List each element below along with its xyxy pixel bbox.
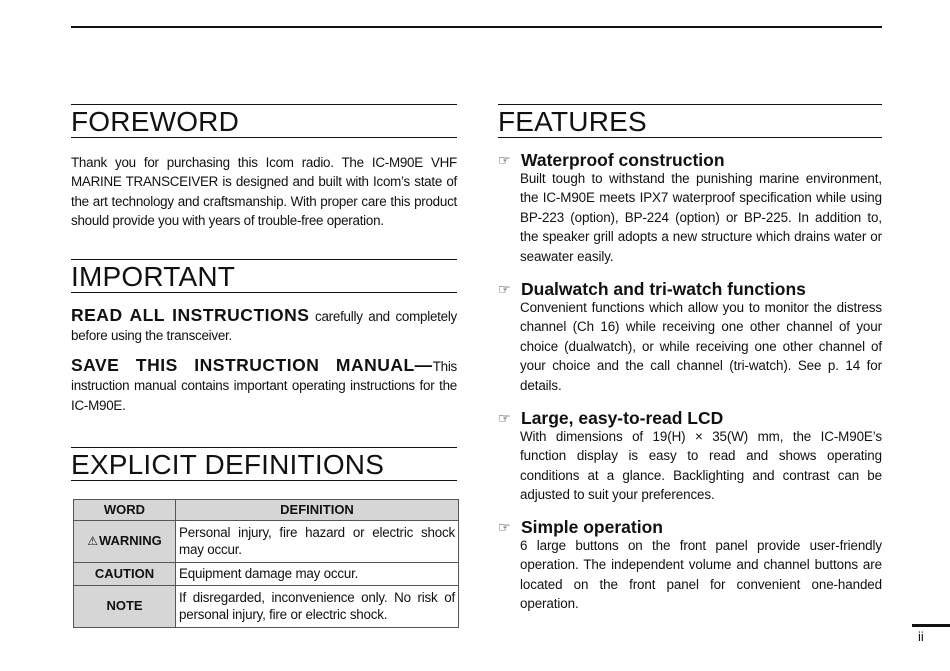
- save-manual-text: This instruction manual contains important operating instructions for the IC-M90E.: [71, 358, 457, 413]
- feature-title: Simple operation: [521, 517, 663, 537]
- foreword-heading: FOREWORD: [71, 104, 457, 138]
- warning-triangle-icon: ⚠: [87, 533, 98, 548]
- definitions-heading: EXPLICIT DEFINITIONS: [71, 447, 457, 481]
- feature-title-row: [498, 407, 882, 431]
- feature-body: Built tough to withstand the punishing marine environment, the IC-M90E meets IPX7 waterproof specification while using BP-223 (option), BP-224 (option) or BP-225. In addition to, the speaker grill adopts a new structure which drains water or seawater easily.: [520, 171, 882, 264]
- important-item-save: [71, 356, 457, 415]
- read-instructions-emphasis: READ ALL INSTRUCTIONS: [71, 305, 310, 325]
- table-cell-definition: Equipment damage may occur.: [176, 562, 459, 585]
- feature-title-row: [498, 278, 882, 302]
- table-row: [74, 585, 459, 627]
- pointing-hand-icon: ☞: [498, 519, 511, 535]
- table-cell-word: NOTE: [74, 585, 176, 627]
- feature-item-lcd: [498, 407, 882, 505]
- important-heading: IMPORTANT: [71, 259, 457, 293]
- feature-item-waterproof: [498, 149, 882, 266]
- feature-title: Large, easy-to-read LCD: [521, 408, 724, 428]
- important-item-read: [71, 306, 457, 346]
- col-header-word: WORD: [74, 500, 176, 521]
- feature-title-row: [498, 149, 882, 173]
- feature-body: 6 large buttons on the front panel provide user-friendly operation. The independent volume and channel buttons are located on the front panel for convenient one-handed operation.: [520, 538, 882, 612]
- table-cell-definition: Personal injury, fire hazard or electric shock may occur.: [176, 520, 459, 562]
- feature-title: Waterproof construction: [521, 150, 725, 170]
- feature-title-row: [498, 516, 882, 540]
- page-number: ii: [918, 629, 924, 644]
- feature-item-dualwatch: [498, 278, 882, 395]
- table-header-row: [74, 500, 459, 521]
- pointing-hand-icon: ☞: [498, 152, 511, 168]
- table-cell-definition: If disregarded, inconvenience only. No risk of personal injury, fire or electric shock.: [176, 585, 459, 627]
- table-row: [74, 520, 459, 562]
- foreword-text: Thank you for purchasing this Icom radio. The IC-M90E VHF MARINE TRANSCEIVER is designed and built with Icom’s state of the art technology and craftsmanship. With proper care this product should provide you with years of trouble-free operation.: [71, 155, 457, 229]
- table-cell-word: [74, 520, 176, 562]
- features-heading: FEATURES: [498, 104, 882, 138]
- word-warning: WARNING: [98, 532, 162, 548]
- definitions-section: [71, 447, 457, 481]
- col-header-definition: DEFINITION: [176, 500, 459, 521]
- table-row: [74, 562, 459, 585]
- table-cell-word: CAUTION: [74, 562, 176, 585]
- right-column: [498, 104, 882, 624]
- definitions-table: [73, 499, 459, 628]
- read-instructions-text: carefully and completely before using the transceiver.: [71, 309, 457, 344]
- important-section: [71, 259, 457, 415]
- page-corner-rule: [912, 624, 950, 627]
- left-column: [71, 104, 457, 231]
- definitions-table-wrap: [73, 499, 459, 628]
- feature-body: With dimensions of 19(H) × 35(W) mm, the IC-M90E’s function display is easy to read and shows operating conditions at a glance. Backlighting and contrast can be adjusted to suit your preferences.: [520, 429, 882, 503]
- feature-item-simple-operation: [498, 516, 882, 614]
- feature-title: Dualwatch and tri-watch functions: [521, 279, 806, 299]
- save-manual-emphasis: SAVE THIS INSTRUCTION MANUAL—: [71, 354, 433, 375]
- pointing-hand-icon: ☞: [498, 281, 511, 297]
- feature-body: Convenient functions which allow you to monitor the distress channel (Ch 16) while receiving one other channel of your choice (dualwatch), or while receiving one other channel of your choice and the call channel (tri-watch). See p. 14 for details.: [520, 300, 882, 393]
- top-rule: [71, 26, 882, 28]
- pointing-hand-icon: ☞: [498, 410, 511, 426]
